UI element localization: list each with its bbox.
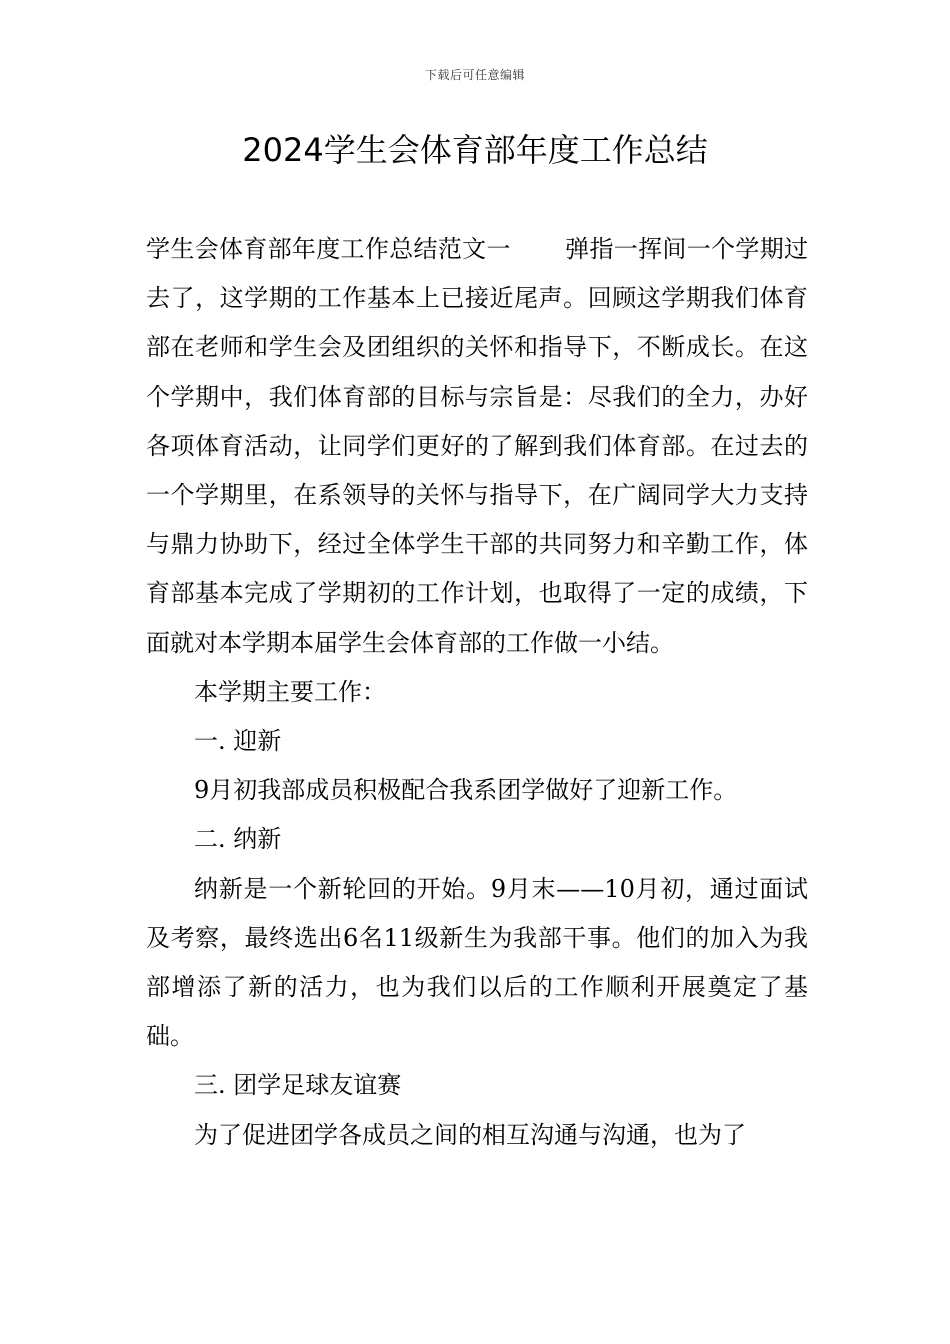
paragraph-football-match: 为了促进团学各成员之间的相互沟通与沟通，也为了	[194, 1120, 746, 1149]
document-title: 2024学生会体育部年度工作总结	[242, 131, 708, 169]
paragraph-main-work: 本学期主要工作：	[194, 677, 386, 706]
intro-rest: 弹指一挥间一个学期过去了，这学期的工作基本上已接近尾声。回顾这学期我们体育部在老师和学生会及团组织的关怀和指导下，不断成长。在这个学期中，我们体育部的目标与宗旨是：尽我们的全力，办好各项体育活动，让同学们更好的了解到我们体育部。在过去的一个学期里，在系领导的关怀与指导下，在广阔同学大力支持与鼎力协助下，经过全体学生干部的共同努力和辛勤工作，体育部基本完成了学期初的工作计划，也取得了一定的成绩，下面就对本学期本届学生会体育部的工作做一小结。	[146, 235, 809, 657]
heading-recruitment: 二. 纳新	[194, 825, 282, 854]
document-body	[146, 225, 808, 1160]
paragraph-welcome: 9月初我部成员积极配合我系团学做好了迎新工作。	[194, 776, 738, 805]
intro-lead: 学生会体育部年度工作总结范文一	[146, 235, 511, 263]
heading-welcome: 一. 迎新	[194, 727, 282, 756]
heading-football-match: 三. 团学足球友谊赛	[194, 1071, 402, 1100]
intro-paragraph	[146, 225, 808, 668]
paragraph-recruitment: 纳新是一个新轮回的开始。9月末——10月初，通过面试及考察，最终选出6名11级新生为我部干事。他们的加入为我部增添了新的活力，也为我们以后的工作顺利开展奠定了基础。	[146, 874, 808, 1051]
header-note: 下载后可任意编辑	[424, 68, 525, 82]
